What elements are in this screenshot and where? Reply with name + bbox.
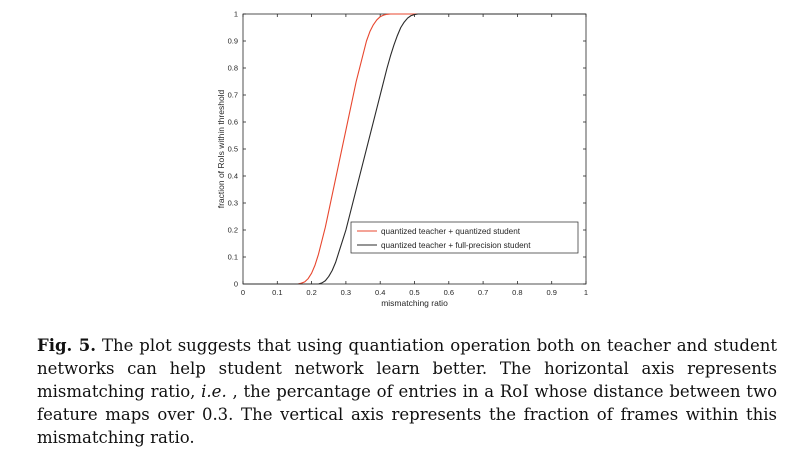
x-tick-label: 0.1 <box>272 288 283 297</box>
x-tick-label: 0.9 <box>546 288 557 297</box>
y-tick-label: 0.3 <box>227 198 238 208</box>
y-tick-label: 0.7 <box>227 90 238 100</box>
x-tick-label: 1 <box>583 288 589 297</box>
caption-label: Fig. 5. <box>37 336 96 355</box>
x-tick-label: 0.7 <box>477 288 489 297</box>
y-tick-label: 0.2 <box>227 225 238 235</box>
x-tick-label: 0.5 <box>409 288 420 297</box>
y-tick-label: 0.9 <box>227 36 238 46</box>
x-axis-label: mismatching ratio <box>381 298 448 308</box>
x-tick-label: 0.3 <box>340 288 352 297</box>
y-tick-label: 0 <box>233 279 238 289</box>
x-tick-label: 0.4 <box>374 288 386 297</box>
y-tick-label: 0.6 <box>227 117 238 127</box>
figure-caption <box>37 334 777 449</box>
y-tick-label: 0.4 <box>227 171 238 181</box>
caption-text-part-2: , the percantage of entries in a RoI whose distance between two feature maps over 0.3. The vertical axis represents the fraction of frames within this mismatching ratio. <box>37 382 777 447</box>
legend-entry-series-1: quantized teacher + quantized student <box>381 227 521 236</box>
y-tick-label: 0.5 <box>227 144 238 154</box>
y-tick-label: 1 <box>233 9 238 19</box>
y-tick-label: 0.1 <box>227 252 238 262</box>
caption-text-part-1: The plot suggests that using quantiation operation both on teacher and student networks can help student network learn better. The horizontal axis represents mismatching ratio, <box>37 336 778 401</box>
y-axis-label: fraction of RoIs within threshold <box>216 89 226 209</box>
x-tick-label: 0 <box>240 288 246 297</box>
x-tick-label: 0.8 <box>512 288 523 297</box>
caption-ie: i.e. <box>201 382 227 401</box>
x-tick-label: 0.2 <box>306 288 317 297</box>
y-tick-label: 0.8 <box>227 63 238 73</box>
x-tick-label: 0.6 <box>443 288 455 297</box>
legend <box>351 222 578 253</box>
legend-entry-series-2: quantized teacher + full-precision student <box>381 241 531 250</box>
